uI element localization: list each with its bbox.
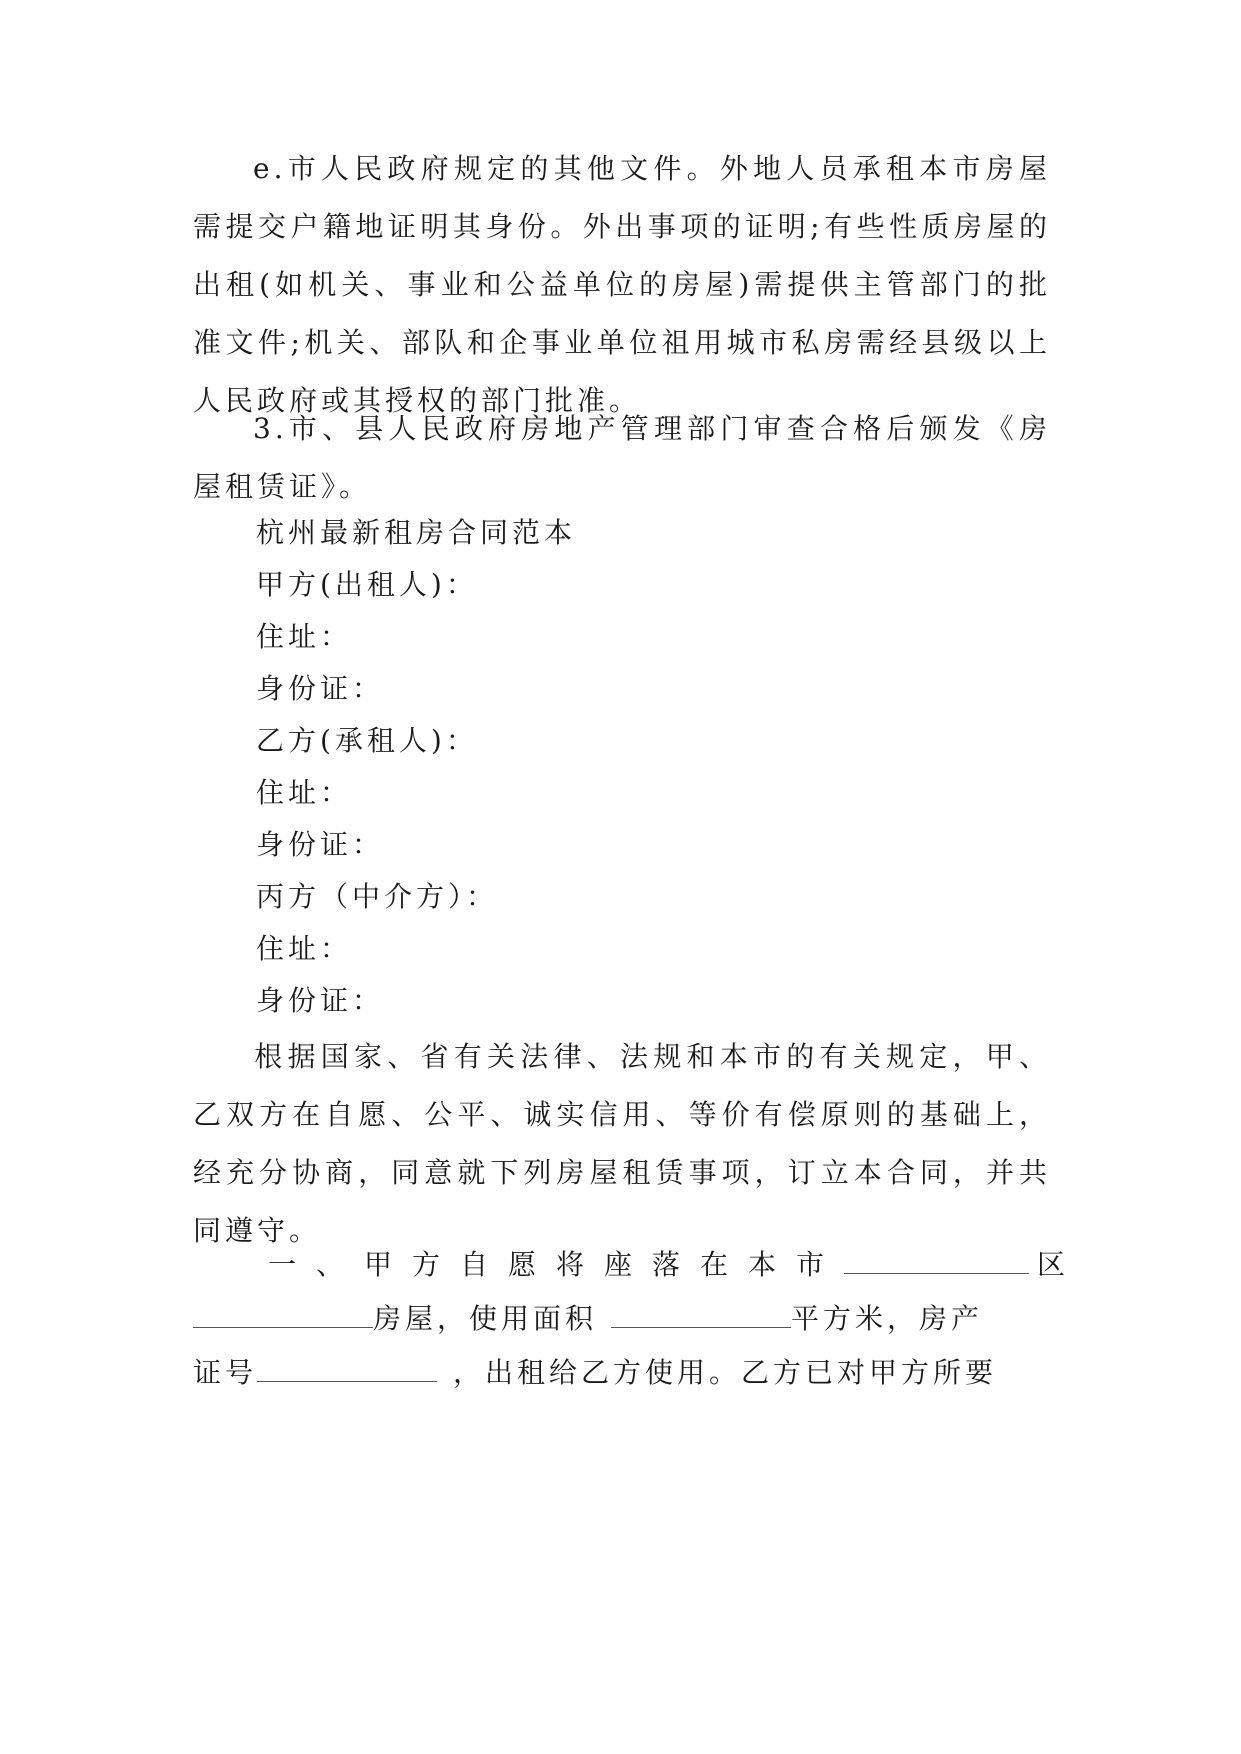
preamble-text: 根据国家、省有关法律、法规和本市的有关规定，甲、乙双方在自愿、公平、诚实信用、等价有偿原则的基础上，经充分协商，同意就下列房屋租赁事项，订立本合同，并共同遵守。 [193, 1040, 1051, 1247]
party-b-address: 住址： [256, 776, 353, 809]
party-c-id: 身份证： [256, 984, 385, 1017]
certificate-blank [257, 1357, 437, 1382]
clause1-line3 [193, 1344, 997, 1402]
party-c-label: 丙方（中介方）： [256, 880, 499, 913]
paragraph-3-text: 3.市、县人民政府房地产管理部门审查合格后颁发《房屋租赁证》。 [193, 412, 1051, 503]
clause1-part3: 房屋，使用面积 [373, 1302, 598, 1335]
party-c-address: 住址： [256, 932, 353, 965]
preamble-paragraph [193, 1028, 1051, 1260]
contract-title: 杭州最新租房合同范本 [256, 516, 577, 549]
area-blank [611, 1303, 791, 1328]
party-a-address: 住址： [256, 620, 353, 653]
paragraph-e-text: e.市人民政府规定的其他文件。外地人员承租本市房屋需提交户籍地证明其身份。外出事项的证明;有些性质房屋的出租(如机关、事业和公益单位的房屋)需提供主管部门的批准文件;机关、部队和企事业单位祖用城市私房需经县级以上人民政府或其授权的部门批准。 [193, 152, 1051, 417]
address-blank [193, 1303, 373, 1328]
party-a-label: 甲方(出租人)： [256, 568, 478, 601]
clause1-line1 [268, 1236, 1085, 1294]
party-a-id: 身份证： [256, 672, 385, 705]
clause1-part6: ，出租给乙方使用。乙方已对甲方所要 [453, 1356, 998, 1389]
clause1-line2 [193, 1290, 983, 1348]
clause1-part5: 证号 [193, 1356, 258, 1389]
clause1-part2: 区 [1037, 1248, 1086, 1281]
district-blank [844, 1249, 1029, 1274]
party-b-id: 身份证： [256, 828, 385, 861]
party-b-label: 乙方(承租人)： [256, 724, 478, 757]
paragraph-3 [193, 400, 1051, 516]
clause1-part1: 一、甲方自愿将座落在本市 [268, 1248, 845, 1281]
paragraph-e [193, 140, 1051, 430]
clause1-part4: 平方米，房产 [791, 1302, 984, 1335]
